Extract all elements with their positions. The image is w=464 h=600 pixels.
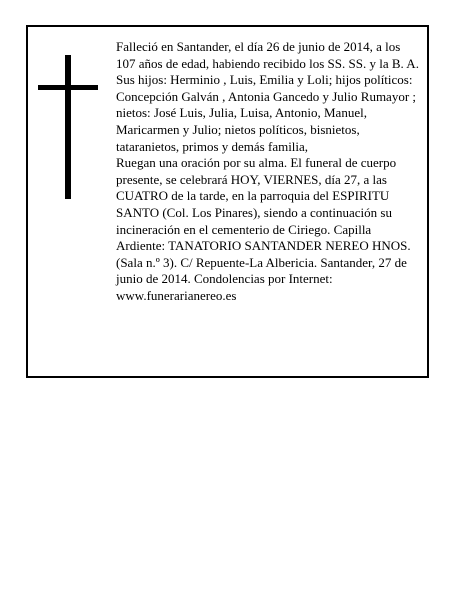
cross-horizontal-bar: [38, 85, 98, 90]
obituary-notice: [26, 25, 429, 378]
family-list: Sus hijos: Herminio , Luis, Emilia y Loli; hijos políticos: Concepción Galván , Antonia Gancedo y Julio Rumayor ; nietos: José Luis, Julia, Luisa, Antonio, Manuel, Maricarmen y Julio; nietos políticos, bisnietos, tataranietos, primos y demás familia,: [116, 72, 417, 154]
latin-cross-icon: [38, 55, 98, 199]
obituary-text: [116, 39, 421, 305]
cross-vertical-bar: [65, 55, 71, 199]
death-announcement: Falleció en Santander, el día 26 de junio de 2014, a los 107 años de edad, habiendo recibido los SS. SS. y la B. A.: [116, 39, 419, 71]
funeral-details: Ruegan una oración por su alma. El funeral de cuerpo presente, se celebrará HOY, VIERNES, día 27, a las CUATRO de la tarde, en la parroquia del ESPIRITU SANTO (Col. Los Pinares), siendo a continuación su incineración en el cementerio de Ciriego. Capilla Ardiente: TANATORIO SANTANDER NEREO HNOS. (Sala n.º 3). C/ Repuente-La Albericia. Santander, 27 de junio de 2014. Condolencias por Internet: www.funerarianereo.es: [116, 155, 411, 303]
